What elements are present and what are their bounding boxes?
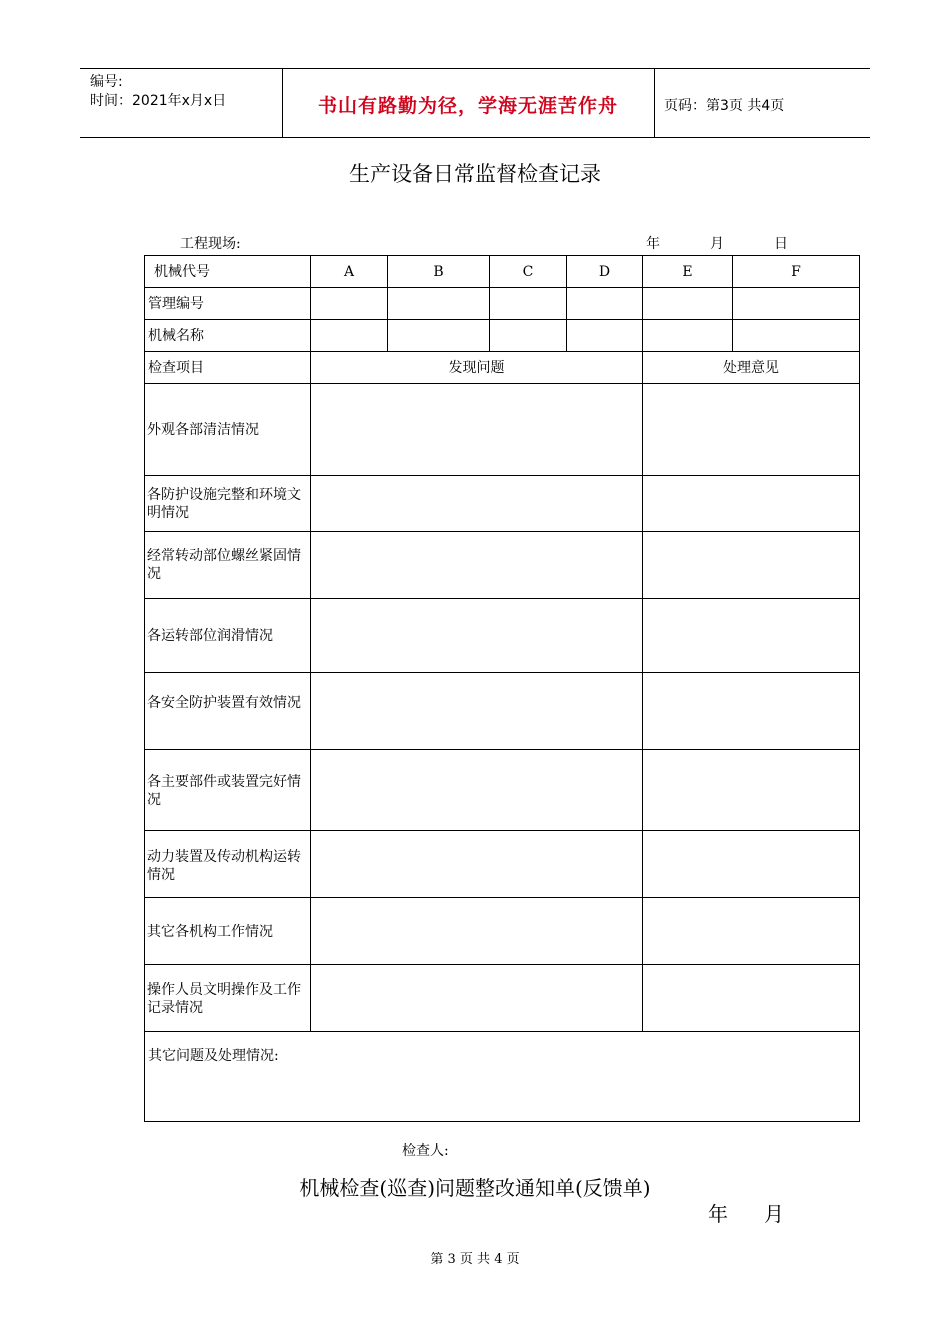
inspection-item: 各运转部位润滑情况 (147, 628, 273, 644)
column-header: A (343, 264, 355, 280)
header-divider (654, 69, 655, 137)
inspector-label: 检查人: (402, 1143, 449, 1159)
page-footer: 第 3 页 共 4 页 (430, 1252, 520, 1267)
date-month-label: 月 (710, 236, 724, 252)
header-motto: 书山有路勤为径，学海无涯苦作舟 (317, 95, 618, 117)
column-header: B (433, 264, 444, 280)
doc-time-label: 时间：2021年x月x日 (90, 93, 227, 109)
machine-code-label: 机械代号 (154, 264, 210, 280)
table-gridline (144, 475, 860, 476)
table-gridline (144, 383, 860, 384)
inspection-table (144, 255, 860, 1122)
column-header: E (682, 264, 693, 280)
inspection-item-header: 检查项目 (148, 360, 204, 376)
table-gridline (144, 1031, 860, 1032)
table-gridline (144, 830, 860, 831)
table-gridline (144, 749, 860, 750)
inspection-item: 各防护设施完整和环境文明情况 (147, 487, 301, 521)
inspection-item: 操作人员文明操作及工作记录情况 (147, 982, 301, 1016)
table-gridline (144, 287, 860, 288)
date-day-label: 日 (774, 236, 788, 252)
header-meta (90, 73, 226, 111)
document-title: 生产设备日常监督检查记录 (349, 162, 601, 186)
inspection-item: 动力装置及传动机构运转情况 (147, 849, 301, 883)
column-header: F (791, 264, 801, 280)
inspection-item: 其它各机构工作情况 (147, 924, 273, 940)
table-gridline (859, 255, 860, 1122)
notice-month-label: 月 (764, 1202, 784, 1226)
table-gridline (144, 255, 860, 256)
handling-opinion-header: 处理意见 (723, 360, 779, 376)
site-label: 工程现场: (180, 236, 241, 252)
other-issues-label: 其它问题及处理情况: (148, 1048, 279, 1064)
table-gridline (144, 319, 860, 320)
inspection-item: 各安全防护装置有效情况 (147, 695, 301, 711)
table-gridline (144, 598, 860, 599)
table-gridline (144, 897, 860, 898)
management-number-label: 管理编号 (148, 296, 204, 312)
machine-name-label: 机械名称 (148, 328, 204, 344)
inspection-item: 各主要部件或装置完好情况 (147, 774, 301, 808)
table-gridline (144, 351, 860, 352)
inspection-item: 经常转动部位螺丝紧固情况 (147, 548, 301, 582)
found-issue-header: 发现问题 (448, 360, 505, 376)
table-gridline (144, 672, 860, 673)
page-indicator: 页码：第3页 共4页 (664, 98, 785, 114)
table-gridline (144, 1121, 860, 1122)
table-gridline (144, 964, 860, 965)
table-gridline (144, 255, 145, 1122)
date-year-label: 年 (646, 236, 660, 252)
notice-year-label: 年 (708, 1202, 728, 1226)
page-header (80, 68, 870, 138)
table-gridline (144, 531, 860, 532)
notice-title: 机械检查(巡查)问题整改通知单(反馈单) (299, 1176, 651, 1200)
doc-number-label: 编号: (90, 74, 123, 90)
inspection-item: 外观各部清洁情况 (147, 422, 259, 438)
column-header: D (598, 264, 611, 280)
column-header: C (522, 264, 534, 280)
